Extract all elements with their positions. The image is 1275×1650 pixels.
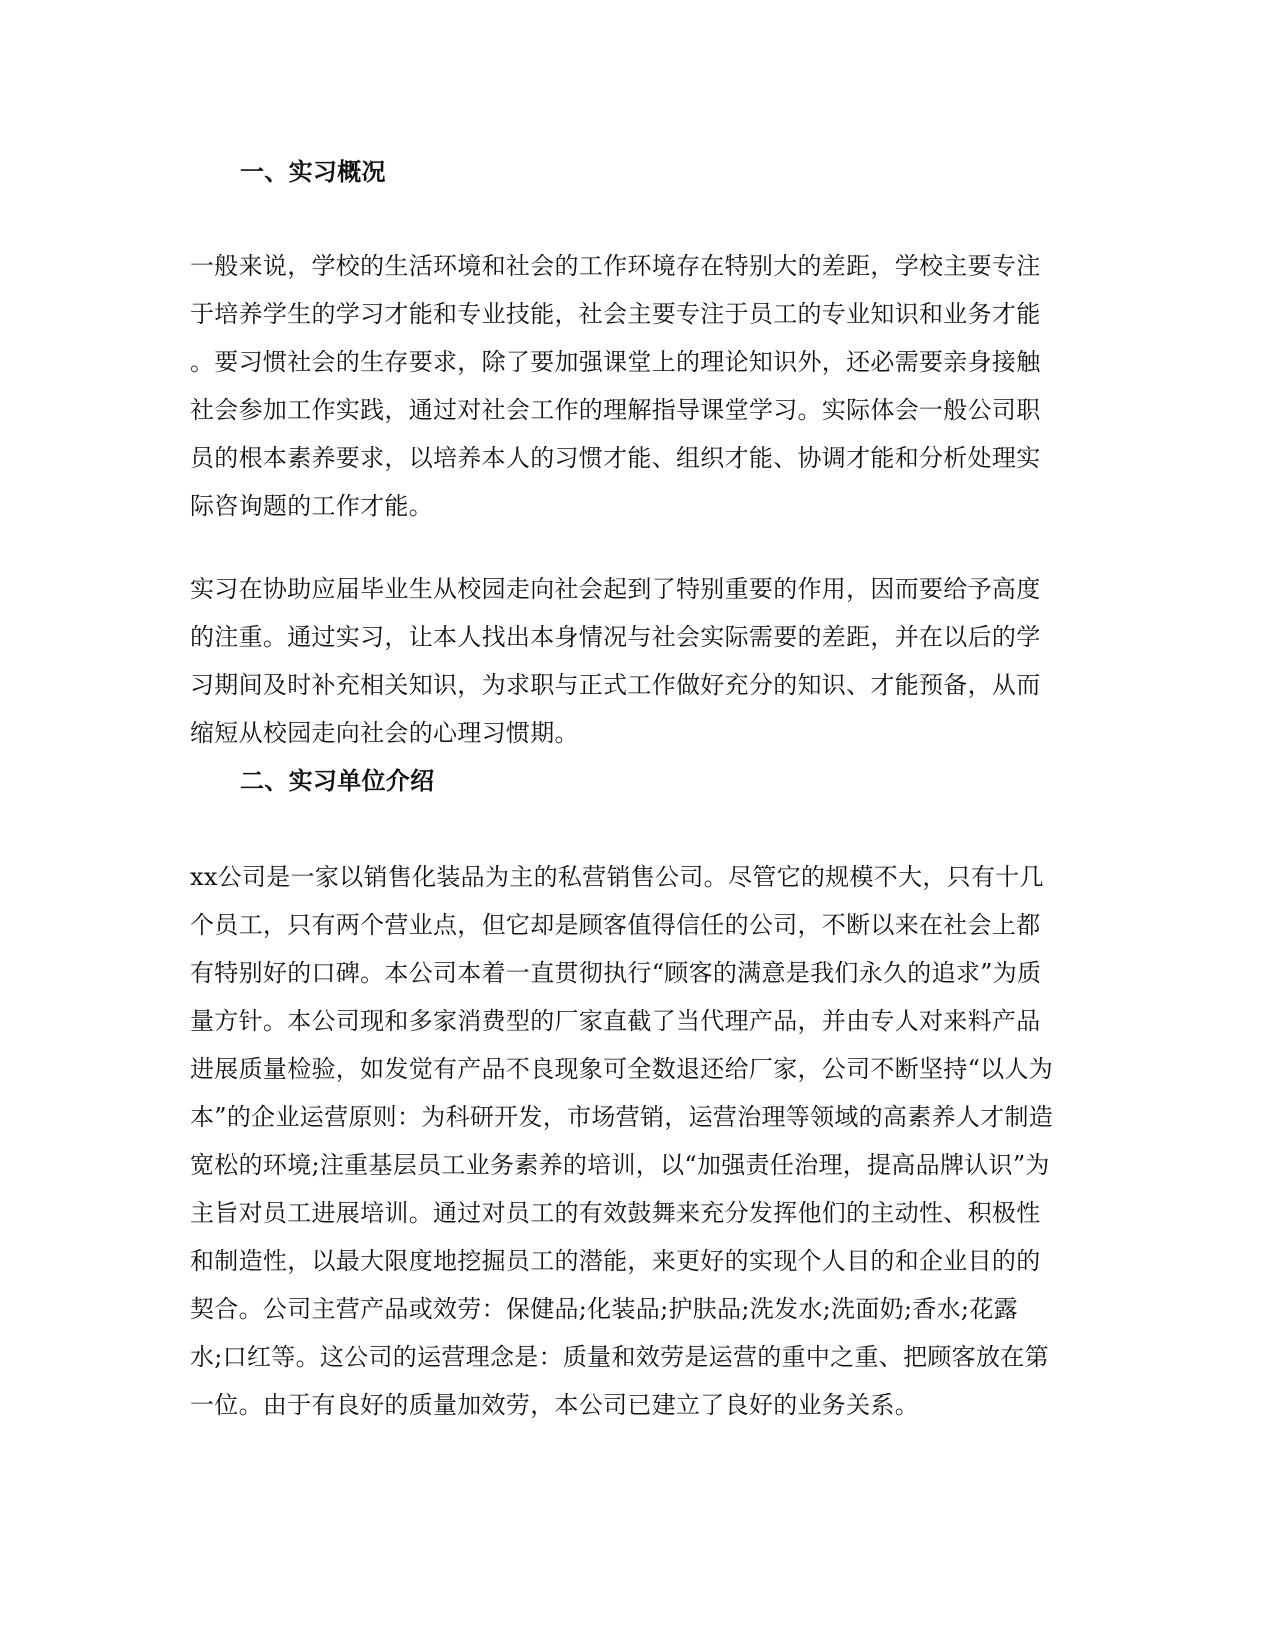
paragraph-overview-2 — [190, 565, 1080, 757]
paragraph-line: 契合。公司主营产品或效劳：保健品;化装品;护肤品;洗发水;洗面奶;香水;花露 — [190, 1295, 1018, 1323]
paragraph-line: 员的根本素养要求，以培养本人的习惯才能、组织才能、协调才能和分析处理实 — [190, 444, 1041, 472]
paragraph-company — [190, 853, 1080, 1429]
paragraph-line: 际咨询题的工作才能。 — [190, 492, 433, 520]
section-heading-overview — [240, 148, 1130, 196]
paragraph-line: xx公司是一家以销售化装品为主的私营销售公司。尽管它的规模不大，只有十几 — [190, 863, 1044, 891]
paragraph-line: 的注重。通过实习，让本人找出本身情况与社会实际需要的差距，并在以后的学 — [190, 623, 1041, 651]
paragraph-line: 主旨对员工进展培训。通过对员工的有效鼓舞来充分发挥他们的主动性、积极性 — [190, 1199, 1041, 1227]
paragraph-line: 进展质量检验，如发觉有产品不良现象可全数退还给厂家，公司不断坚持“以人为 — [190, 1055, 1054, 1083]
paragraph-line: 于培养学生的学习才能和专业技能，社会主要专注于员工的专业知识和业务才能 — [190, 300, 1041, 328]
paragraph-line: 习期间及时补充相关知识，为求职与正式工作做好充分的知识、才能预备，从而 — [190, 671, 1041, 699]
paragraph-line: 。要习惯社会的生存要求，除了要加强课堂上的理论知识外，还必需要亲身接触 — [190, 348, 1041, 376]
section-heading-company — [240, 757, 1130, 805]
paragraph-line: 本”的企业运营原则：为科研开发，市场营销，运营治理等领域的高素养人才制造 — [190, 1103, 1054, 1131]
paragraph-line: 社会参加工作实践，通过对社会工作的理解指导课堂学习。实际体会一般公司职 — [190, 396, 1041, 424]
paragraph-line: 和制造性，以最大限度地挖掘员工的潜能，来更好的实现个人目的和企业目的的 — [190, 1247, 1041, 1275]
paragraph-line: 实习在协助应届毕业生从校园走向社会起到了特别重要的作用，因而要给予高度 — [190, 575, 1041, 603]
paragraph-line: 有特别好的口碑。本公司本着一直贯彻执行“顾客的满意是我们永久的追求”为质 — [190, 959, 1042, 987]
paragraph-line: 水;口红等。这公司的运营理念是：质量和效劳是运营的重中之重、把顾客放在第 — [190, 1343, 1049, 1371]
paragraph-line: 量方针。本公司现和多家消费型的厂家直截了当代理产品，并由专人对来料产品 — [190, 1007, 1041, 1035]
paragraph-line: 一位。由于有良好的质量加效劳，本公司已建立了良好的业务关系。 — [190, 1391, 919, 1419]
paragraph-line: 一般来说，学校的生活环境和社会的工作环境存在特别大的差距，学校主要专注 — [190, 252, 1041, 280]
paragraph-overview-1 — [190, 242, 1080, 530]
heading-text: 一、实习概况 — [240, 157, 386, 186]
heading-text: 二、实习单位介绍 — [240, 766, 435, 795]
paragraph-line: 宽松的环境;注重基层员工业务素养的培训，以“加强责任治理，提高品牌认识”为 — [190, 1151, 1050, 1179]
paragraph-line: 个员工，只有两个营业点，但它却是顾客值得信任的公司，不断以来在社会上都 — [190, 911, 1041, 939]
paragraph-line: 缩短从校园走向社会的心理习惯期。 — [190, 719, 579, 747]
